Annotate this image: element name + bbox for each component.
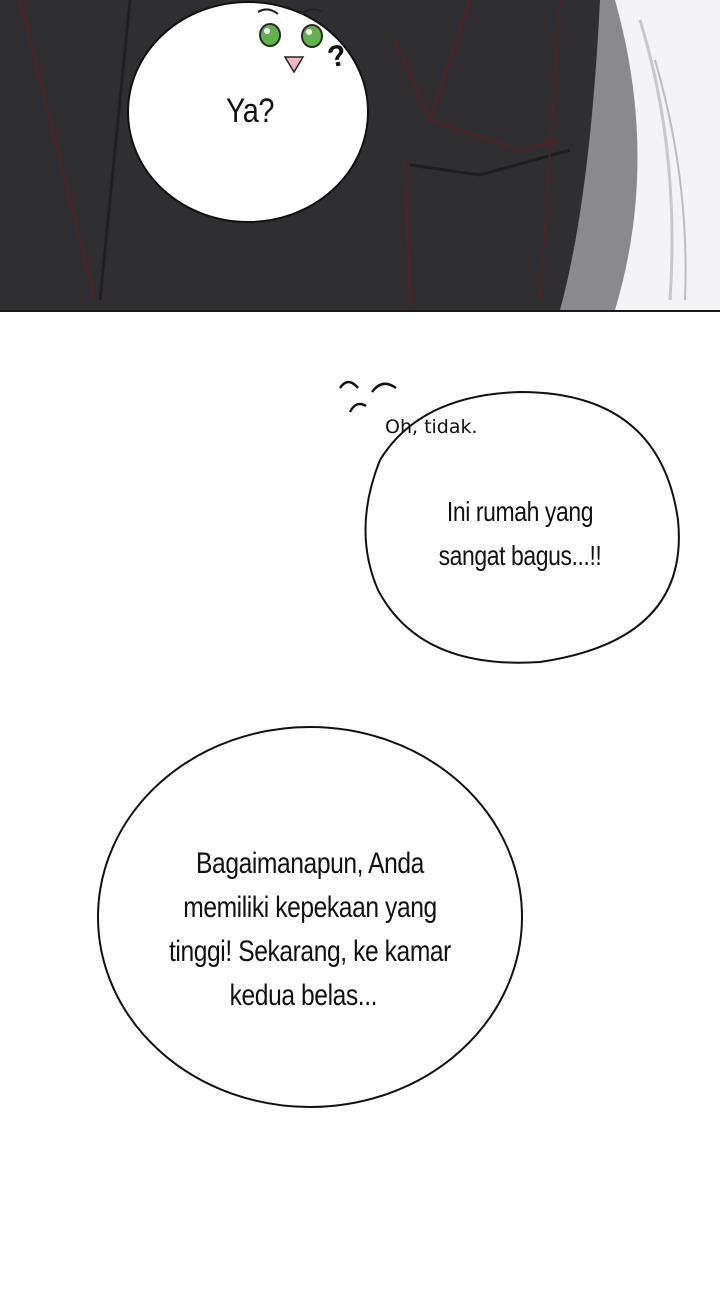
thought-text: Oh, tidak. [385, 416, 478, 438]
bottom-bubble-line: memiliki kepekaan yang [183, 891, 437, 924]
mascot-question-mark: ? [324, 38, 350, 75]
bottom-bubble-line: kedua belas... [229, 979, 378, 1012]
lower-panel-artwork [0, 312, 720, 1312]
middle-bubble-line: sangat bagus...!! [438, 540, 602, 571]
middle-bubble-text [426, 490, 615, 578]
bottom-bubble-text [154, 842, 466, 1018]
top-comic-panel [0, 0, 720, 312]
middle-bubble-line: Ini rumah yang [446, 496, 594, 527]
panel-artwork [0, 0, 720, 310]
bottom-bubble-line: tinggi! Sekarang, ke kamar [169, 935, 451, 968]
top-bubble-text: Ya? [225, 92, 274, 130]
bottom-bubble-line: Bagaimanapun, Anda [196, 847, 424, 880]
